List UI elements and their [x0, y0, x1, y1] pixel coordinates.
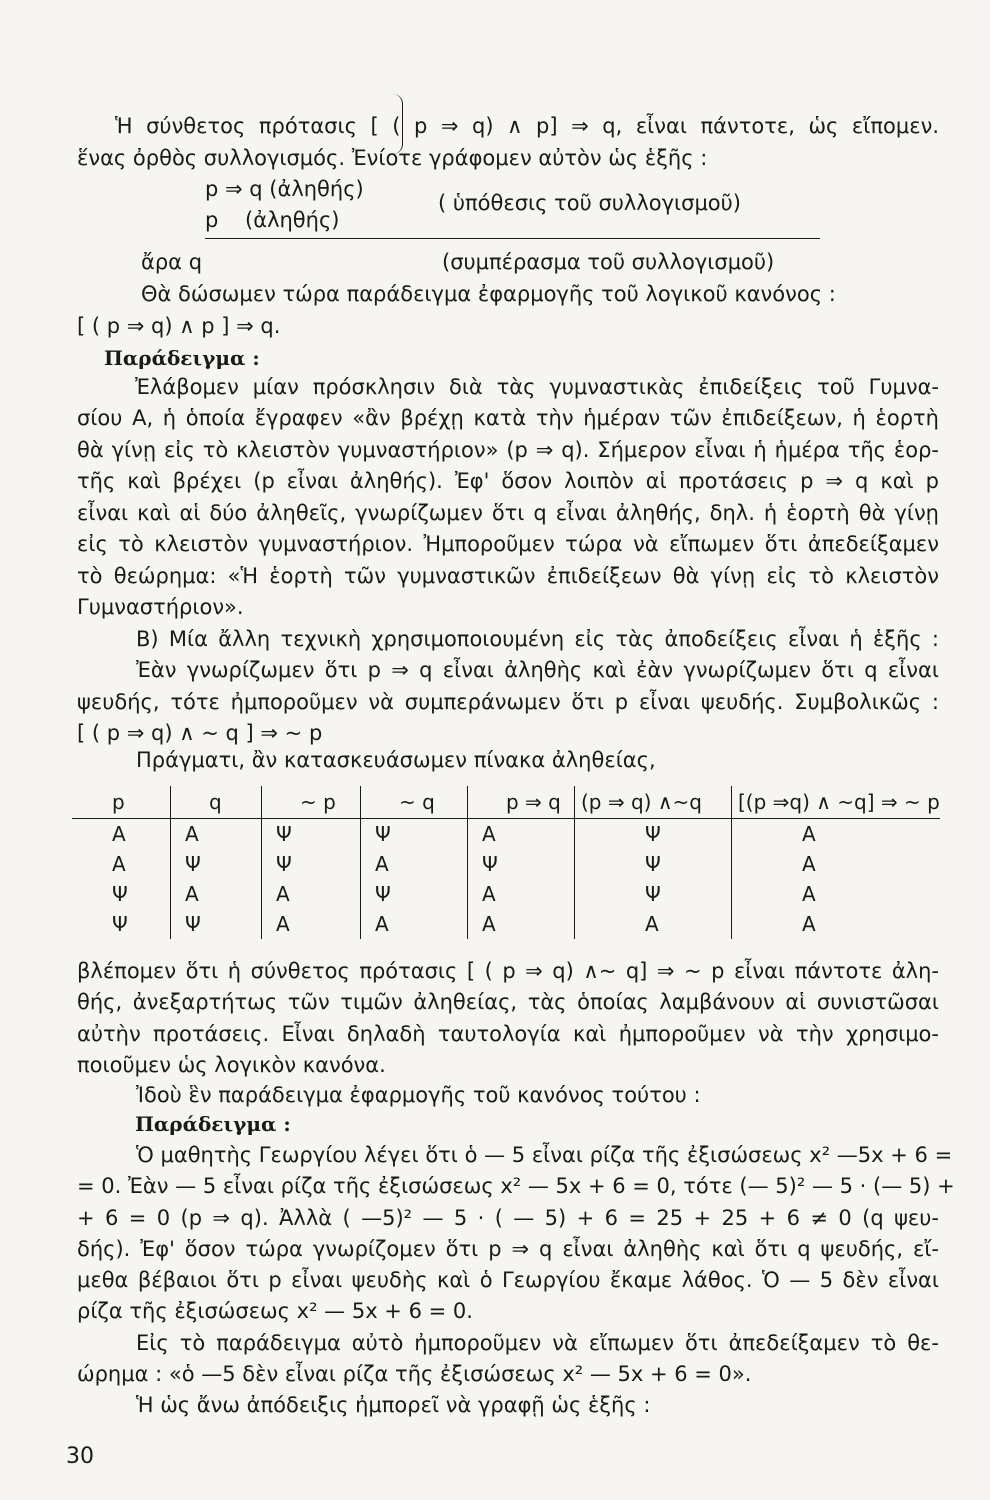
text-line: εἰς τὸ κλειστὸν γυμναστήριον. Ἠμποροῦμεν τώρα νὰ εἴπωμεν ὅτι ἀπεδείξαμεν — [77, 532, 939, 556]
truth-table-cell: Α — [732, 879, 941, 909]
text-line: δής). Ἐφ' ὅσον τώρα γνωρίζομεν ὅτι p ⇒ q εἶναι ἀληθὴς καὶ ὅτι q ψευδής, εἴ- — [77, 1237, 939, 1261]
text-line: ἕνας ὀρθὸς συλλογισμός. Ἐνίοτε γράφομεν αὐτὸν ὡς ἑξῆς : — [77, 146, 708, 170]
text-line: αὐτὴν προτάσεις. Εἶναι δηλαδὴ ταυτολογία καὶ ἠμποροῦμεν νὰ τὴν χρησιμο- — [77, 1022, 939, 1046]
truth-table — [72, 786, 940, 939]
truth-table-header: (p ⇒ q) ∧~q — [575, 786, 732, 819]
truth-table-cell: Ψ — [262, 819, 361, 850]
truth-table-cell: Α — [262, 909, 361, 939]
truth-table-cell: Ψ — [112, 912, 128, 936]
truth-table-cell: Α — [112, 822, 126, 846]
text-line: μεθα βέβαιοι ὅτι p εἶναι ψευδὴς καὶ ὁ Γεωργίου ἔκαμε λάθος. Ὁ — 5 δὲν εἶναι — [77, 1268, 939, 1292]
truth-table-cell: Ψ — [171, 849, 262, 879]
truth-table-header: q — [171, 786, 262, 819]
text-line: Θὰ δώσωμεν τώρα παράδειγμα ἐφαρμογῆς τοῦ λογικοῦ κανόνος : — [141, 282, 836, 306]
text-line: τῆς καὶ βρέχει (p εἶναι ἀληθής). Ἐφ' ὅσον λοιπὸν αἱ προτάσεις p ⇒ q καὶ p — [77, 469, 939, 493]
truth-table-cell: Ψ — [575, 819, 732, 850]
example-heading: Παράδειγμα : — [135, 1112, 291, 1136]
truth-table-header: [(p ⇒q) ∧ ~q] ⇒ ~ p — [732, 786, 941, 819]
truth-table-header-row — [72, 786, 940, 819]
text-line: εἶναι καὶ αἱ δύο ἀληθεῖς, γνωρίζωμεν ὅτι q εἶναι ἀληθής, δηλ. ἡ ἑορτὴ θὰ γίνῃ — [77, 501, 939, 525]
text-line: Ἡ ὡς ἄνω ἀπόδειξις ἠμπορεῖ νὰ γραφῇ ὡς ἑξῆς : — [136, 1393, 651, 1417]
truth-table-cell: Α — [262, 879, 361, 909]
truth-table-cell: Α — [732, 849, 941, 879]
text-line: βλέπομεν ὅτι ἡ σύνθετος πρότασις [ ( p ⇒ q) ∧~ q] ⇒ ~ p εἶναι πάντοτε ἀλη- — [77, 959, 939, 983]
text-line: ποιοῦμεν ὡς λογικὸν κανόνα. — [77, 1053, 386, 1077]
formula-line: [ ( p ⇒ q) ∧ ~ q ] ⇒ ~ p — [77, 721, 323, 745]
formula-line: [ ( p ⇒ q) ∧ p ] ⇒ q. — [77, 314, 281, 338]
text-line: ψευδής, τότε ἠμποροῦμεν νὰ συμπεράνωμεν ὅτι p εἶναι ψευδής. Συμβολικῶς : — [77, 690, 939, 714]
conclusion-label: (συμπέρασμα τοῦ συλλογισμοῦ) — [442, 250, 775, 274]
truth-table-cell: Ψ — [361, 819, 468, 850]
truth-table-row — [72, 879, 940, 909]
text-line: σίου Α, ἡ ὁποία ἔγραφεν «ἂν βρέχῃ κατὰ τὴν ἡμέραν τῶν ἐπιδείξεων, ἡ ἑορτὴ — [77, 406, 939, 430]
text-line: Γυμναστήριον». — [77, 595, 244, 619]
truth-table-cell: Ψ — [112, 882, 128, 906]
truth-table-header: p — [72, 786, 171, 819]
text-line: ώρημα : «ὁ —5 δὲν εἶναι ρίζα τῆς ἐξισώσεως x² — 5x + 6 = 0». — [77, 1362, 752, 1386]
truth-table-cell: Ψ — [262, 849, 361, 879]
truth-table-row — [72, 849, 940, 879]
syllogism-premise-1: p ⇒ q (ἀληθής) — [205, 177, 364, 201]
text-line: Ἰδοὺ ἓν παράδειγμα ἐφαρμογῆς τοῦ κανόνος τούτου : — [136, 1083, 701, 1107]
text-line: Ἐλάβομεν μίαν πρόσκλησιν διὰ τὰς γυμναστικὰς ἐπιδείξεις τοῦ Γυμνα- — [135, 375, 939, 399]
text-line: θής, ἀνεξαρτήτως τῶν τιμῶν ἀληθείας, τὰς ὁποίας λαμβάνουν αἱ συνιστῶσαι — [77, 990, 939, 1014]
text-line: Ἐὰν γνωρίζωμεν ὅτι p ⇒ q εἶναι ἀληθὴς καὶ ἐὰν γνωρίζωμεν ὅτι q εἶναι — [136, 658, 939, 682]
text-line: = 0. Ἐὰν — 5 εἶναι ρίζα τῆς ἐξισώσεως x² — 5x + 6 = 0, τότε (— 5)² — 5 · (— 5) + — [77, 1174, 955, 1198]
truth-table-cell: Α — [361, 909, 468, 939]
syllogism-premise-2: p (ἀληθής) — [205, 208, 340, 232]
truth-table-cell: Α — [575, 909, 732, 939]
text-line: + 6 = 0 (p ⇒ q). Ἀλλὰ ( —5)² — 5 · ( — 5) + 6 = 25 + 25 + 6 ≠ 0 (q ψευ- — [77, 1206, 939, 1230]
text-line: Πράγματι, ἂν κατασκευάσωμεν πίνακα ἀληθείας, — [136, 748, 656, 772]
page-number: 30 — [66, 1444, 94, 1469]
example-heading: Παράδειγμα : — [104, 346, 260, 370]
syllogism-conclusion: ἄρα q — [141, 250, 203, 274]
truth-table-row — [72, 909, 940, 939]
truth-table-cell: Α — [468, 909, 575, 939]
truth-table-cell: Α — [732, 909, 941, 939]
syllogism-rule — [205, 238, 820, 239]
text-line: τὸ θεώρημα: «Ἡ ἑορτὴ τῶν γυμναστικῶν ἐπιδείξεων θὰ γίνῃ εἰς τὸ κλειστὸν — [77, 564, 939, 588]
truth-table-cell: Α — [468, 879, 575, 909]
truth-table-cell: Α — [361, 849, 468, 879]
truth-table-header: ~ p — [262, 786, 361, 819]
text-line: ρίζα τῆς ἐξισώσεως x² — 5x + 6 = 0. — [77, 1299, 473, 1323]
truth-table-cell: Ψ — [468, 849, 575, 879]
truth-table-cell: Ψ — [575, 879, 732, 909]
truth-table-cell: Ψ — [575, 849, 732, 879]
text-line: Ἡ σύνθετος πρότασις [ ( p ⇒ q) ∧ p] ⇒ q, εἶναι πάντοτε, ὡς εἴπομεν. — [115, 114, 939, 138]
text-line: Β) Μία ἄλλη τεχνικὴ χρησιμοποιουμένη εἰς τὰς ἀποδείξεις εἶναι ἡ ἑξῆς : — [136, 627, 939, 651]
text-line: Ὁ μαθητὴς Γεωργίου λέγει ὅτι ὁ — 5 εἶναι ρίζα τῆς ἐξισώσεως x² —5x + 6 = — [136, 1143, 953, 1167]
truth-table-cell: Α — [732, 819, 941, 850]
truth-table-cell: Ψ — [171, 909, 262, 939]
truth-table-row — [72, 819, 940, 850]
hypothesis-label: ( ὑπόθεσις τοῦ συλλογισμοῦ) — [438, 191, 742, 215]
text-line: θὰ γίνῃ εἰς τὸ κλειστὸν γυμναστήριον» (p ⇒ q). Σήμερον εἶναι ἡ ἡμέρα τῆς ἑορ- — [77, 438, 939, 462]
truth-table-header: ~ q — [361, 786, 468, 819]
truth-table-cell: Ψ — [361, 879, 468, 909]
truth-table-cell: Α — [468, 819, 575, 850]
text-line: Εἰς τὸ παράδειγμα αὐτὸ ἠμποροῦμεν νὰ εἴπωμεν ὅτι ἀπεδείξαμεν τὸ θε- — [136, 1331, 939, 1355]
syllogism-brace — [388, 94, 403, 154]
truth-table-cell: Α — [171, 879, 262, 909]
truth-table-cell: Α — [171, 819, 262, 850]
truth-table-cell: Α — [112, 852, 126, 876]
truth-table-header: p ⇒ q — [468, 786, 575, 819]
